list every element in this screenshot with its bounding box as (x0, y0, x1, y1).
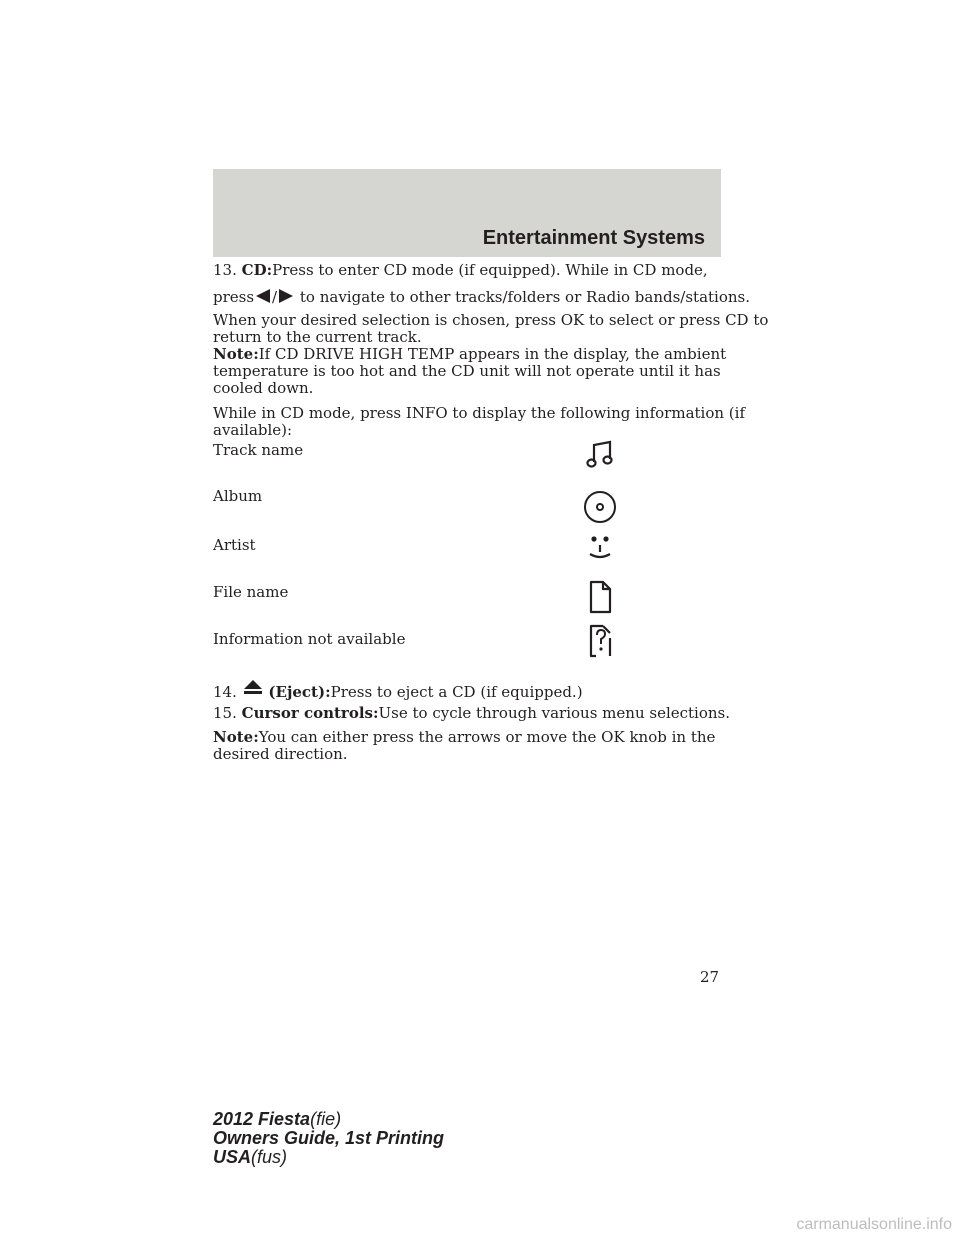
info-item-track-name: Track name (213, 441, 304, 459)
footer-market-code: (fus) (251, 1147, 288, 1167)
item13-number: 13. (213, 261, 237, 279)
seek-left-icon (254, 288, 272, 308)
item14-line (213, 679, 583, 701)
note1-text-line1: If CD DRIVE HIGH TEMP appears in the display, the ambient (258, 345, 727, 363)
page-number: 27 (700, 968, 720, 986)
footer-market: USA (213, 1147, 252, 1167)
section-title: Entertainment Systems (482, 227, 705, 249)
info-para-line1: While in CD mode, press INFO to display the following information (if (213, 404, 746, 422)
item13-text-line1: Press to enter CD mode (if equipped). While in CD mode, (272, 261, 708, 279)
footer-guide: Owners Guide, 1st Printing (213, 1128, 445, 1148)
item14-label: (Eject): (268, 683, 331, 701)
item13-line1 (213, 262, 708, 279)
disc-icon (582, 490, 618, 524)
info-item-album: Album (213, 487, 263, 505)
section-header-bar (213, 169, 721, 257)
music-note-icon (582, 438, 618, 472)
note2-text-line1: You can either press the arrows or move the OK knob in the (258, 728, 716, 746)
note1-line3: cooled down. (213, 379, 314, 397)
eject-icon (242, 679, 264, 699)
note1-line1 (213, 346, 726, 363)
item15-number: 15. (213, 704, 237, 722)
item15-label: Cursor controls: (241, 704, 379, 722)
footer-model-code: (fie) (310, 1109, 342, 1129)
seek-right-icon (277, 288, 295, 308)
info-item-file-name: File name (213, 583, 289, 601)
note2-line1 (213, 729, 715, 746)
note2-label: Note: (213, 728, 259, 746)
note2-line2: desired direction. (213, 745, 348, 763)
item13-line2 (213, 288, 750, 308)
item13-line3: When your desired selection is chosen, press OK to select or press CD to (213, 311, 769, 329)
slash-separator: / (272, 288, 278, 306)
item14-number: 14. (213, 683, 237, 701)
item13-press-word: press (213, 288, 255, 306)
item15-text: Use to cycle through various menu selections. (378, 704, 731, 722)
item15-line (213, 705, 730, 722)
item13-label: CD: (241, 261, 273, 279)
note1-label: Note: (213, 345, 259, 363)
footer-line1 (213, 1110, 444, 1129)
footer-line3 (213, 1148, 444, 1167)
footer-model: 2012 Fiesta (213, 1109, 311, 1129)
item13-line4: return to the current track. (213, 328, 422, 346)
watermark: carmanualsonline.info (796, 1216, 952, 1233)
note1-line2: temperature is too hot and the CD unit will not operate until it has (213, 362, 721, 380)
info-para-line2: available): (213, 421, 293, 439)
footer-line2 (213, 1129, 444, 1148)
file-question-icon (582, 624, 618, 658)
artist-face-icon (582, 532, 618, 566)
info-item-artist: Artist (213, 536, 256, 554)
info-item-not-available: Information not available (213, 630, 406, 648)
document-footer (213, 1110, 444, 1167)
item14-text: Press to eject a CD (if equipped.) (330, 683, 583, 701)
file-icon (582, 580, 618, 614)
item13-text-line2: to navigate to other tracks/folders or Radio bands/stations. (299, 288, 751, 306)
